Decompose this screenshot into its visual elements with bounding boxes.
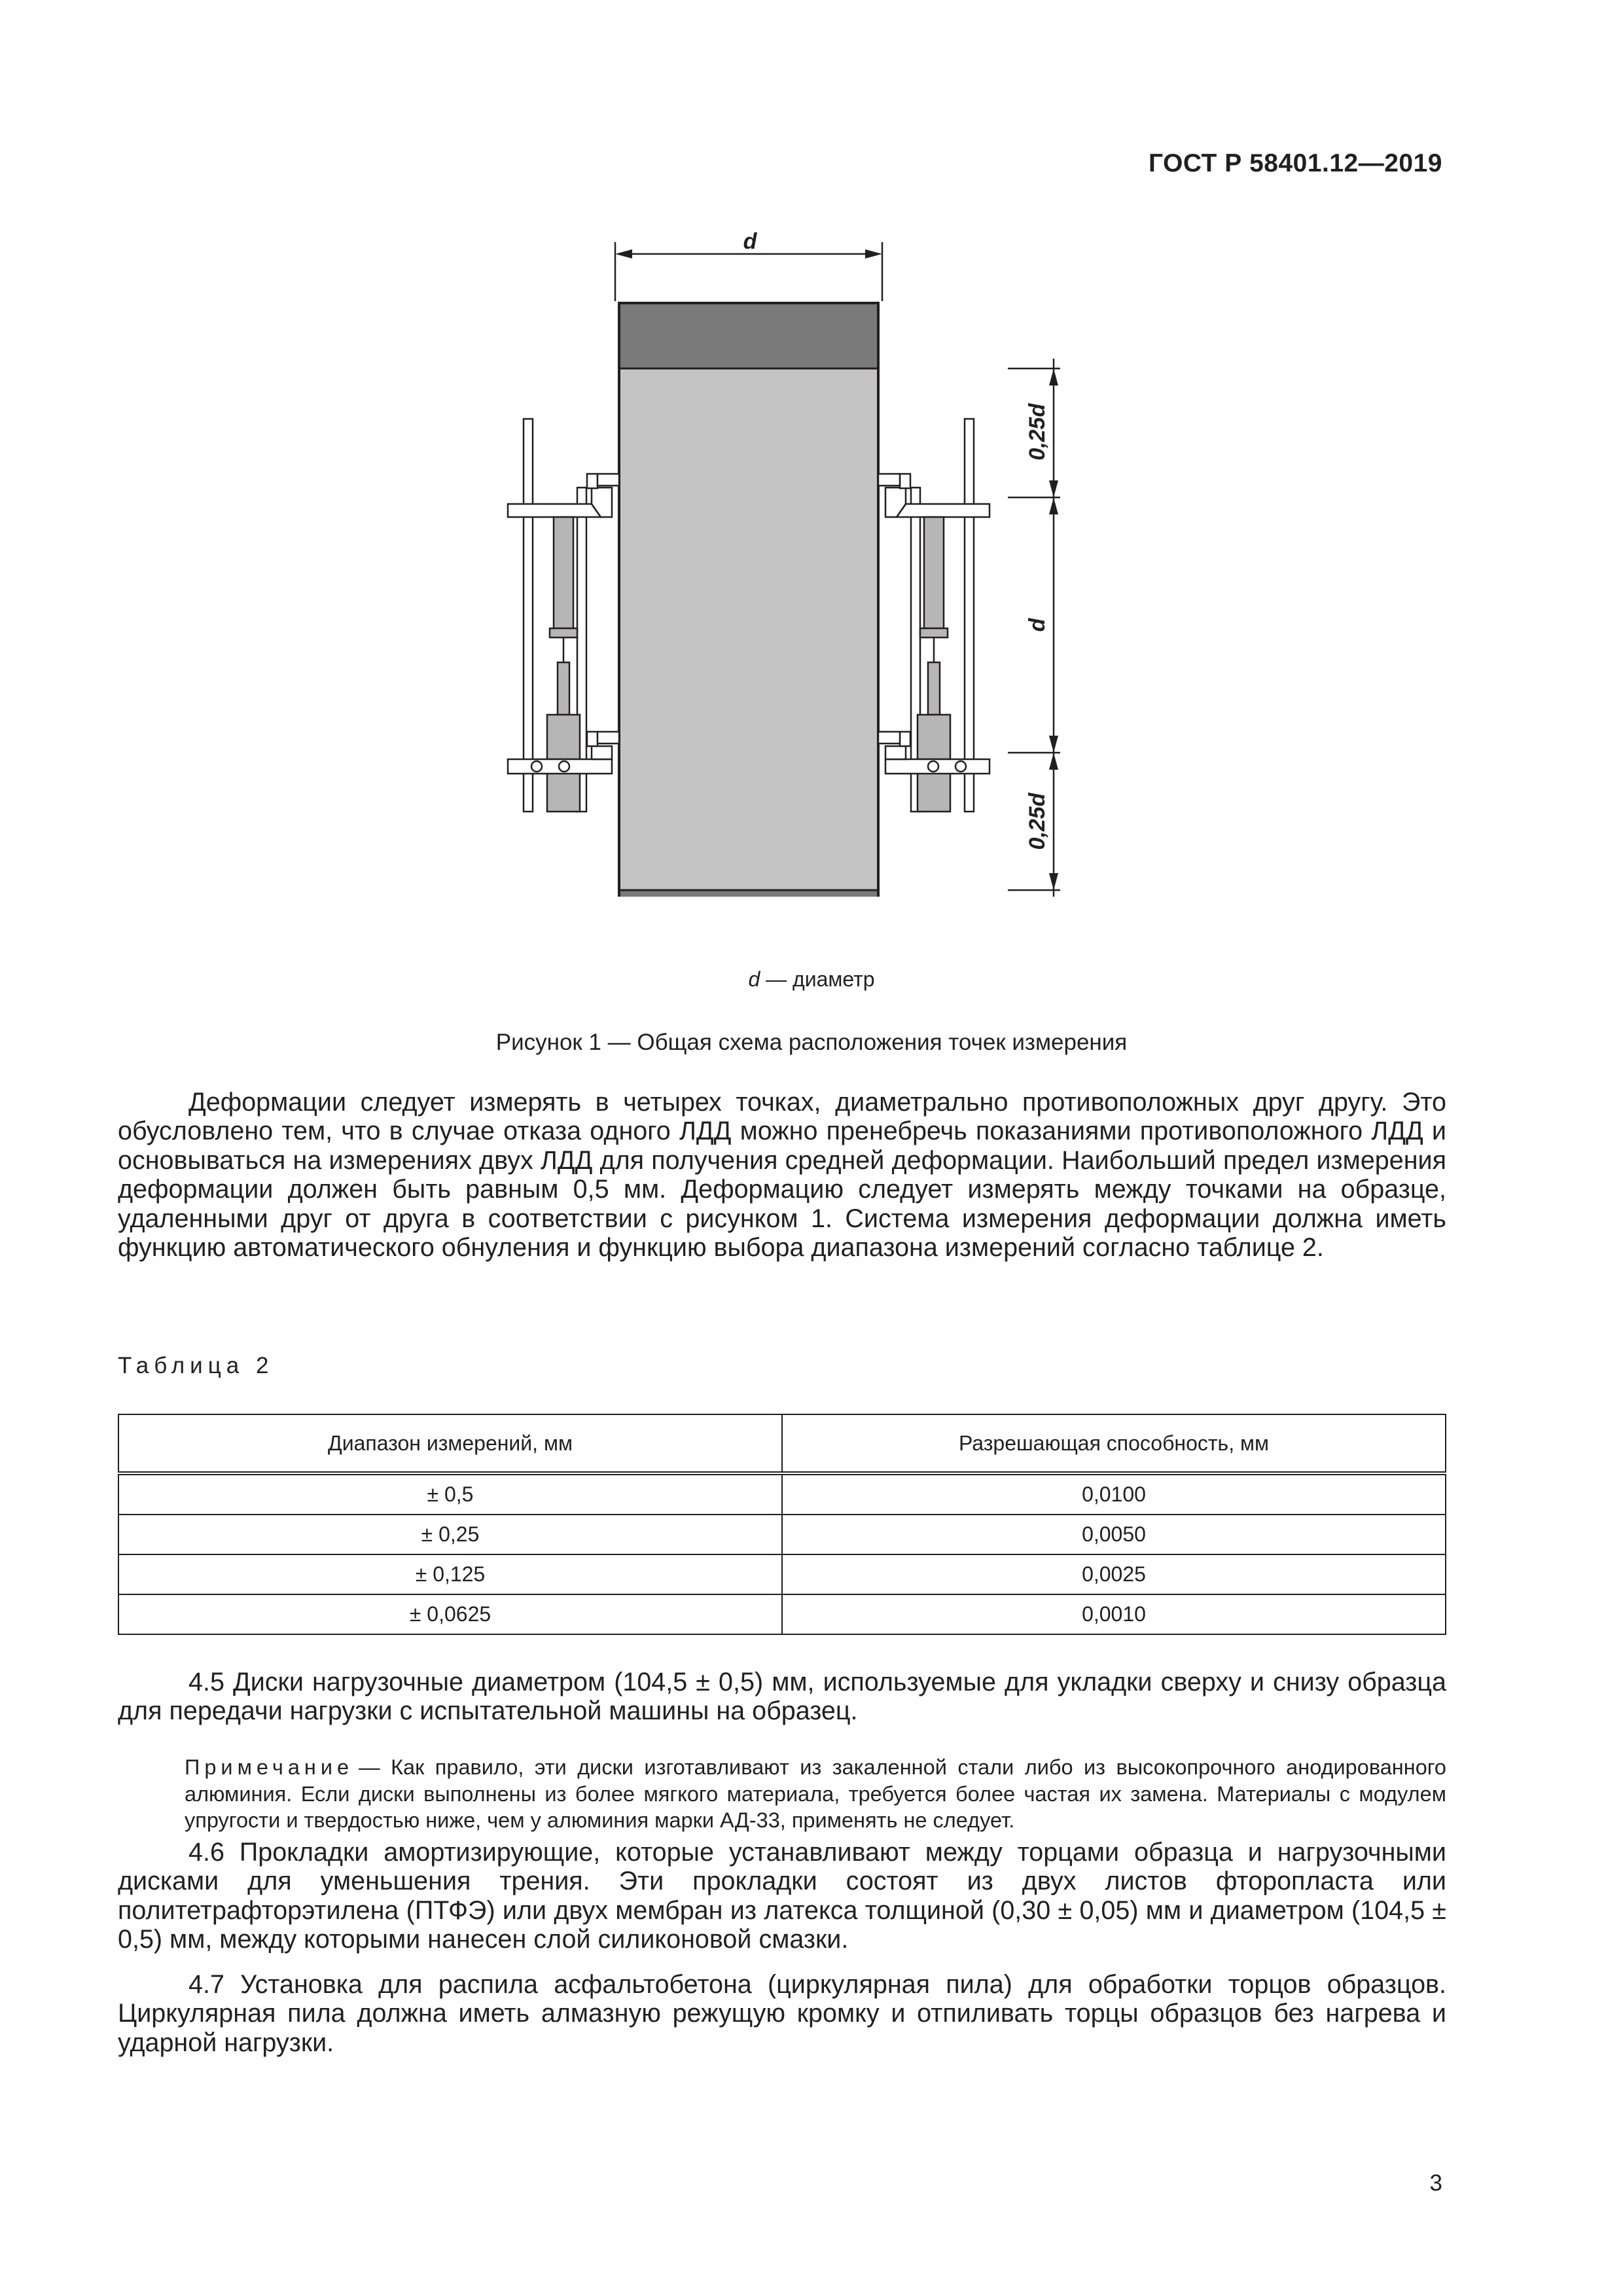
dim-label-quarter-bottom: 0,25d bbox=[1025, 793, 1050, 850]
figure-legend bbox=[0, 967, 1623, 992]
specimen-body bbox=[619, 303, 878, 897]
table-cell: 0,0010 bbox=[782, 1594, 1446, 1634]
table-cell: ± 0,25 bbox=[118, 1515, 782, 1554]
note-text: — Как правило, эти диски изготавливают из закаленной стали либо из высокопрочного анодированного алюминия. Если диски выполнены из более мягкого материала, требуется более частая их замена. Материалы с модулем упругости и твердостью ниже, чем у алюминия марки АД-33, применять не следует. bbox=[185, 1755, 1446, 1832]
paragraph-deformation: Деформации следует измерять в четырех точках, диаметрально противоположных друг другу. Это обусловлено тем, что в случае отказа одного ЛДД можно пренебречь показаниями противоположного ЛДД и основываться на измерениях двух ЛДД для получения средней деформации. Наибольший предел измерения деформации должен быть равным 0,5 мм. Деформацию следует измерять между точками на образце, удаленными друг от друга в соответствии с рисунком 1. Система измерения деформации должна иметь функцию автоматического обнуления и функцию выбора диапазона измерений согласно таблице 2. bbox=[118, 1088, 1446, 1263]
legend-text: — диаметр bbox=[760, 967, 875, 991]
note bbox=[185, 1754, 1446, 1834]
table-cell: ± 0,125 bbox=[118, 1554, 782, 1594]
table-cell: ± 0,0625 bbox=[118, 1594, 782, 1634]
paragraph-4-5: 4.5 Диски нагрузочные диаметром (104,5 ± 0,5) мм, используемые для укладки сверху и снизу образца для передачи нагрузки с испытательной машины на образец. bbox=[118, 1668, 1446, 1726]
paragraph-4-7: 4.7 Установка для распила асфальтобетона (циркулярная пила) для обработки торцов образцов. Циркулярная пила должна иметь алмазную режущую кромку и отпиливать торцы образцов без нагрева и ударной нагрузки. bbox=[118, 1970, 1446, 2057]
arrow-head-left bbox=[615, 249, 632, 259]
legend-symbol: d bbox=[748, 967, 760, 991]
column-header: Разрешающая способность, мм bbox=[782, 1414, 1446, 1473]
column-header: Диапазон измерений, мм bbox=[118, 1414, 782, 1473]
table-cell: 0,0100 bbox=[782, 1473, 1446, 1515]
dim-label-d-middle: d bbox=[1025, 618, 1050, 632]
figure-measurement-scheme bbox=[471, 216, 1060, 897]
right-lvdt-fixture bbox=[878, 419, 990, 812]
table-label: Таблица 2 bbox=[118, 1353, 274, 1378]
page-number: 3 bbox=[1429, 2170, 1442, 2196]
arrow-head-right bbox=[865, 249, 882, 259]
left-lvdt-fixture bbox=[508, 419, 619, 812]
table-row bbox=[118, 1515, 1446, 1554]
dim-label-quarter-top: 0,25d bbox=[1025, 403, 1050, 461]
table-cell: 0,0050 bbox=[782, 1515, 1446, 1554]
dim-label-d-top: d bbox=[743, 229, 757, 254]
table-cell: 0,0025 bbox=[782, 1554, 1446, 1594]
figure-caption: Рисунок 1 — Общая схема расположения точек измерения bbox=[495, 1030, 1128, 1055]
table-header-row bbox=[118, 1414, 1446, 1473]
table-row bbox=[118, 1554, 1446, 1594]
table-row bbox=[118, 1594, 1446, 1634]
table-row bbox=[118, 1473, 1446, 1515]
table-measurement-ranges bbox=[118, 1414, 1446, 1635]
top-load-plate bbox=[619, 303, 878, 368]
note-label: Примечание bbox=[185, 1755, 354, 1779]
paragraph-4-6: 4.6 Прокладки амортизирующие, которые устанавливают между торцами образца и нагрузочными дисками для уменьшения трения. Эти прокладки состоят из двух листов фторопласта или политетрафторэтилена (ПТФЭ) или двух мембран из латекса толщиной (0,30 ± 0,05) мм и диаметром (104,5 ± 0,5) мм, между которыми нанесен слой силиконовой смазки. bbox=[118, 1838, 1446, 1954]
table-cell: ± 0,5 bbox=[118, 1473, 782, 1515]
document-header: ГОСТ Р 58401.12—2019 bbox=[1148, 149, 1442, 177]
